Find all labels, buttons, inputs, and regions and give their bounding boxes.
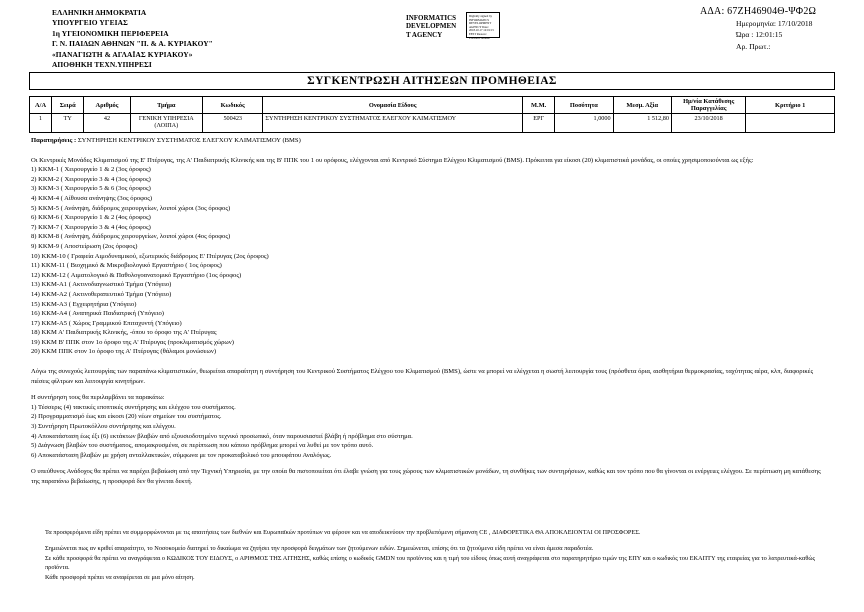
ada-code: ΑΔΑ: 67ΖΗ46904Θ-ΨΦ2Ω	[700, 6, 817, 17]
unit-item: 5) ΚΚΜ-5 ( Ανάνηψη, διάδρομος χειρουργείων, λοιποί χώροι (3ος όροφος)	[31, 204, 231, 212]
idt-line-1: DEVELOPMEN	[406, 22, 457, 31]
cell-kodikos: 500423	[203, 114, 263, 133]
col-tmima: Τμήμα	[130, 97, 202, 114]
cell-imerominia: 23/10/2018	[671, 114, 745, 133]
cell-kritirio	[746, 114, 835, 133]
col-axia: Μεσμ. Αξία	[613, 97, 671, 114]
sig-line-6: Location: Athens	[469, 35, 490, 40]
ada-date-label: Ημερομηνία:	[736, 18, 776, 28]
col-posotita: Ποσότητα	[555, 97, 613, 114]
ada-time-value: 12:01:15	[755, 30, 783, 39]
footer-para-4: Κάθε προσφορά πρέπει να αναφέρεται σε μια μόνο αίτηση.	[45, 573, 195, 581]
table-header-row	[30, 97, 835, 114]
sig-line-5: Reason:	[476, 31, 487, 36]
unit-item: 13) ΚΚΜ-Α1 ( Ακτινοδιαγνωστικό Τμήμα (Υπόγειο)	[31, 281, 172, 289]
service-item: 5) Διάγνωση βλαβών του συστήματος, απομακρυσμένα, σε περίπτωση που κάποιο πρόβλημα μπορεί να λυθεί με τον τρόπο αυτό.	[31, 442, 374, 450]
col-kodikos: Κωδικός	[203, 97, 263, 114]
service-item: 6) Αποκατάσταση βλαβών με χρήση ανταλλακτικών, σύμφωνα με τον προκαταβολικό του μπουφάτου Αναλόγως.	[31, 451, 332, 459]
service-item: 4) Αποκατάσταση έως έξι (6) εκτάκτων βλαβών από εξουσιοδοτημένο τεχνικό προσωπικό, όταν παρουσιαστεί βλάβη ή πρόβλημα στο σύστημα.	[31, 432, 413, 440]
unit-item: 14) ΚΚΜ-Α2 ( Ακτινοθεραπευτικό Τμήμα (Υπόγειο)	[31, 290, 172, 298]
org-line-4: «ΠΑΝΑΓΙΩΤΗ & ΑΓΛΑΪΑΣ ΚΥΡΙΑΚΟΥ»	[52, 49, 193, 59]
unit-item: 18) ΚΚΜ Α' Παιδιατρικής Κλινικής, -όπου το όροφο της Α' Πτέρυγας	[31, 329, 217, 337]
unit-item: 6) ΚΚΜ-6 ( Χειρουργείο 1 & 2 (4ος όροφος)	[31, 214, 151, 222]
sig-line-1: INFORMATICS	[469, 17, 490, 22]
unit-item: 19) ΚΚΜ Β' ΠΠΚ στον 1ο όροφο της Α' Πτέρυγας (προκλιματισμός χώρων)	[31, 338, 234, 346]
idt-line-2: T AGENCY	[406, 30, 443, 39]
col-onomasia: Ονομασία Είδους	[263, 97, 523, 114]
unit-item: 8) ΚΚΜ-8 ( Ανάνηψη, διάδρομος χειρουργείων, λοιποί χώροι (4ος όροφος)	[31, 233, 231, 241]
document-header	[0, 0, 864, 70]
idt-line-0: INFORMATICS	[406, 14, 457, 22]
cell-tmima: ΓΕΝΙΚΗ ΥΠΗΡΕΣΙΑ (ΛΟΙΠΑ)	[130, 114, 202, 133]
org-line-5: ΑΠΟΘΗΚΗ ΤΕΧΝ.ΥΠΗΡΕΣΙ	[52, 60, 152, 70]
notes-intro: Οι Κεντρικές Μονάδες Κλιματισμού της Ε' Πτέρυγας, της Α' Παιδιατρικής Κλινικής και της Β' ΠΠΚ του 1 ου ορόφους, ελέγχονται από Κεντρικό Σύστημα Ελέγχου Κλιματισμού (BMS). Πρόκειται για είκοσι (20) κλιματιστικά μονάδας, οι οποίες χρησιμοποιούνται ως εξής:	[31, 156, 754, 164]
unit-item: 7) ΚΚΜ-7 ( Χειρουργείο 3 & 4 (4ος όροφος)	[31, 223, 151, 231]
observation-line	[31, 136, 831, 146]
footer-para-3: Σε κάθε προσφορά θα πρέπει να αναγράφεται ο ΚΩΔΙΚΟΣ ΤΟΥ ΕΙΔΟΥΣ, ο ΑΡΙΘΜΟΣ ΤΗΣ ΑΙΤΗΣΗΣ, καθώς επίσης ο κωδικός GMDN του προϊόντος και η τιμή του είδους όπως αυτή αναγράφεται στο παρατηρητήριο τιμών της ΕΠΥ και ο κωδικός του ΕΚΑΠΤΥ της εταιρείας για το λατρευτικά-καθώς προϊόντα.	[45, 554, 815, 572]
cell-onomasia: ΣΥΝΤΗΡΗΣΗ ΚΕΝΤΡΙΚΟΥ ΣΥΣΤΗΜΑΤΟΣ ΕΛΕΓΧΟΥ ΚΛΙΜΑΤΙΣΜΟΥ	[263, 114, 523, 133]
unit-item: 2) ΚΚΜ-2 ( Χειρουργείο 3 & 4 (3ος όροφος)	[31, 175, 151, 183]
sig-line-0: Digitally signed by	[469, 14, 492, 18]
unit-item: 3) ΚΚΜ-3 ( Χειρουργείο 5 & 6 (3ος όροφος)	[31, 185, 151, 193]
service-item: 2) Προγραμματισμό έως και είκοσι (20) νέων σημείων του συστήματος.	[31, 413, 222, 421]
footer-notes	[45, 528, 825, 582]
org-line-1: ΥΠΟΥΡΓΕΙΟ ΥΓΕΙΑΣ	[52, 18, 128, 28]
document-title: ΣΥΓΚΕΝΤΡΩΣΗ ΑΙΤΗΣΕΩΝ ΠΡΟΜΗΘΕΙΑΣ	[29, 72, 835, 90]
notes-para-1: Λόγω της συνεχούς λειτουργίας των παραπάνω κλιματιστικών, θεωρείται απαραίτητη η συντήρηση του Κεντρικού Συστήματος Ελέγχου του Κλιματισμού (BMS), ώστε να μπορεί να ελέγχεται η σωστή λειτουργία τους (πρόσθετα όρια, αισθητήρια θερμοκρασίας, ταχύτητας αέρα, κλπ, διαφορικές πιέσεις φίλτρων και λειτουργία κινητήρων.	[31, 368, 814, 385]
footer-para-1: Τα προσφερόμενα είδη πρέπει να συμμορφώνονται με τις απαιτήσεις των διεθνών και Ευρωπαϊκών προτύπων να φέρουν και να αποδεικνύουν την προβλεπόμενη σήμανση CE , ΔΙΑΦΟΡΕΤΙΚΑ ΘΑ ΑΠΟΚΛΕΙΟΝΤΑΙ ΟΙ ΠΡΟΣΦΟΡΕΣ.	[45, 529, 641, 536]
cell-aa: 1	[30, 114, 52, 133]
org-line-2: 1η ΥΓΕΙΟΝΟΜΙΚΗ ΠΕΡΙΦΕΡΕΙΑ	[52, 28, 169, 38]
cell-seira: ΤΥ	[52, 114, 84, 133]
unit-item: 16) ΚΚΜ-Α4 ( Αναπηρικά Παιδιατρική (Υπόγειο)	[31, 310, 165, 318]
cell-axia: 1 512,80	[613, 114, 671, 133]
unit-item: 17) ΚΚΜ-Α5 ( Χώρος Γραμμικού Επιταχυντή (Υπόγειο)	[31, 319, 182, 327]
digital-signature-box	[466, 12, 500, 38]
unit-item: 10) ΚΚΜ-10 ( Γραφεία Αιμοδυναμικού, εξωτερικός διάδρομος Ε' Πτέρυγας (2ος όροφος)	[31, 252, 269, 260]
unit-item: 1) ΚΚΜ-1 ( Χειρουργείο 1 & 2 (3ος όροφος)	[31, 166, 151, 174]
sig-line-2: DEVELOPMENT AGENCY	[469, 21, 492, 29]
observation-text: ΣΥΝΤΗΡΗΣΗ ΚΕΝΤΡΙΚΟΥ ΣΥΣΤΗΜΑΤΟΣ ΕΛΕΓΧΟΥ ΚΛΙΜΑΤΙΣΜΟΥ (BMS)	[77, 137, 301, 144]
ada-time-label: Ώρα :	[736, 30, 754, 39]
ada-block	[666, 6, 846, 52]
org-line-3: Γ. Ν. ΠΑΙΔΩΝ ΑΘΗΝΩΝ "Π. & Α. ΚΥΡΙΑΚΟΥ"	[52, 39, 213, 49]
requisition-table	[29, 96, 835, 133]
idt-agency-label	[406, 14, 466, 39]
notes-para-3: Ο υπεύθυνος Ανάδοχος θα πρέπει να παρέχει βεβαίωση από την Τεχνική Υπηρεσία, με την οποία θα πιστοποιείται ότι έλαβε γνώση για τους χώρους των κλιματιστικών μονάδων, τη συνθήκες των συντηρήσεων, καθώς και τον τρόπο που θα γίνονται οι ενέργειες ελέγχου. Σε περίπτωση μη κατάθεσης της παραπάνω βεβαίωσης, η προσφορά δεν θα γίνεται δεκτή.	[31, 468, 821, 485]
ada-date-value: 17/10/2018	[777, 18, 813, 28]
footer-para-2: Σημειώνεται πως αν κριθεί απαραίτητο, το Νοσοκομείο διατηρεί το δικαίωμα να ζητήσει την προσφορά δειγμάτων των ζητούμενων ειδών. Σημειώνεται, επίσης ότι τα ζητούμενα είδη πρέπει να είναι άμεσα παραδοτέα.	[45, 545, 594, 553]
notes-section	[31, 136, 831, 487]
col-mm: Μ.Μ.	[523, 97, 555, 114]
service-item: 1) Τέσσερις (4) τακτικές εποπτικές συντήρησης και ελέγχου του συστήματος.	[31, 403, 236, 411]
col-kritirio: Κριτήριο 1	[746, 97, 835, 114]
col-seira: Σειρά	[52, 97, 84, 114]
unit-item: 4) ΚΚΜ-4 ( Αίθουσα ανάνηψης (3ος όροφος)	[31, 194, 153, 202]
service-item: 3) Συντήρηση Πρωτοκόλλου συντήρησης και ελέγχου.	[31, 423, 176, 431]
sig-line-3: Date: 2018.10.17 12:01:15	[469, 24, 494, 33]
unit-item: 9) ΚΚΜ-9 ( Αποστείρωση (2ος όροφος)	[31, 242, 138, 250]
col-arithmos: Αριθμός	[84, 97, 130, 114]
unit-item: 20) ΚΚΜ ΠΠΚ στον 1ο όροφο της Α' Πτέρυγας (θάλαμοι μονώσεων)	[31, 348, 217, 356]
col-imerominia: Ημ/νία Κατάθεσης Παραγγελίας	[671, 97, 745, 114]
cell-arithmos: 42	[84, 114, 130, 133]
notes-para-2: Η συντήρηση τους θα περιλαμβάνει τα παρακάτω:	[31, 394, 165, 402]
org-line-0: ΕΛΛΗΝΙΚΗ ΔΗΜΟΚΡΑΤΙΑ	[52, 8, 147, 17]
col-aa: Α/Α	[30, 97, 52, 114]
sig-line-4: EEST	[469, 31, 477, 36]
unit-item: 12) ΚΚΜ-12 ( Αιματολογικό & Παθολογοανατομικό Εργαστήριο (1ος όροφος)	[31, 271, 242, 279]
cell-mm: ΕΡΓ	[523, 114, 555, 133]
unit-item: 11) ΚΚΜ-11 ( Βιοχημικό & Μικροβιολογικό Εργαστήριο ( 1ος όροφος)	[31, 262, 222, 270]
unit-item: 15) ΚΚΜ-Α3 ( Εγχειρητήρια (Υπόγειο)	[31, 300, 137, 308]
table-row	[30, 114, 835, 133]
ada-protocol-label: Αρ. Πρωτ.:	[736, 41, 771, 51]
organization-block	[52, 8, 213, 70]
cell-posotita: 1,0000	[555, 114, 613, 133]
observation-label: Παρατηρήσεις :	[31, 137, 77, 144]
